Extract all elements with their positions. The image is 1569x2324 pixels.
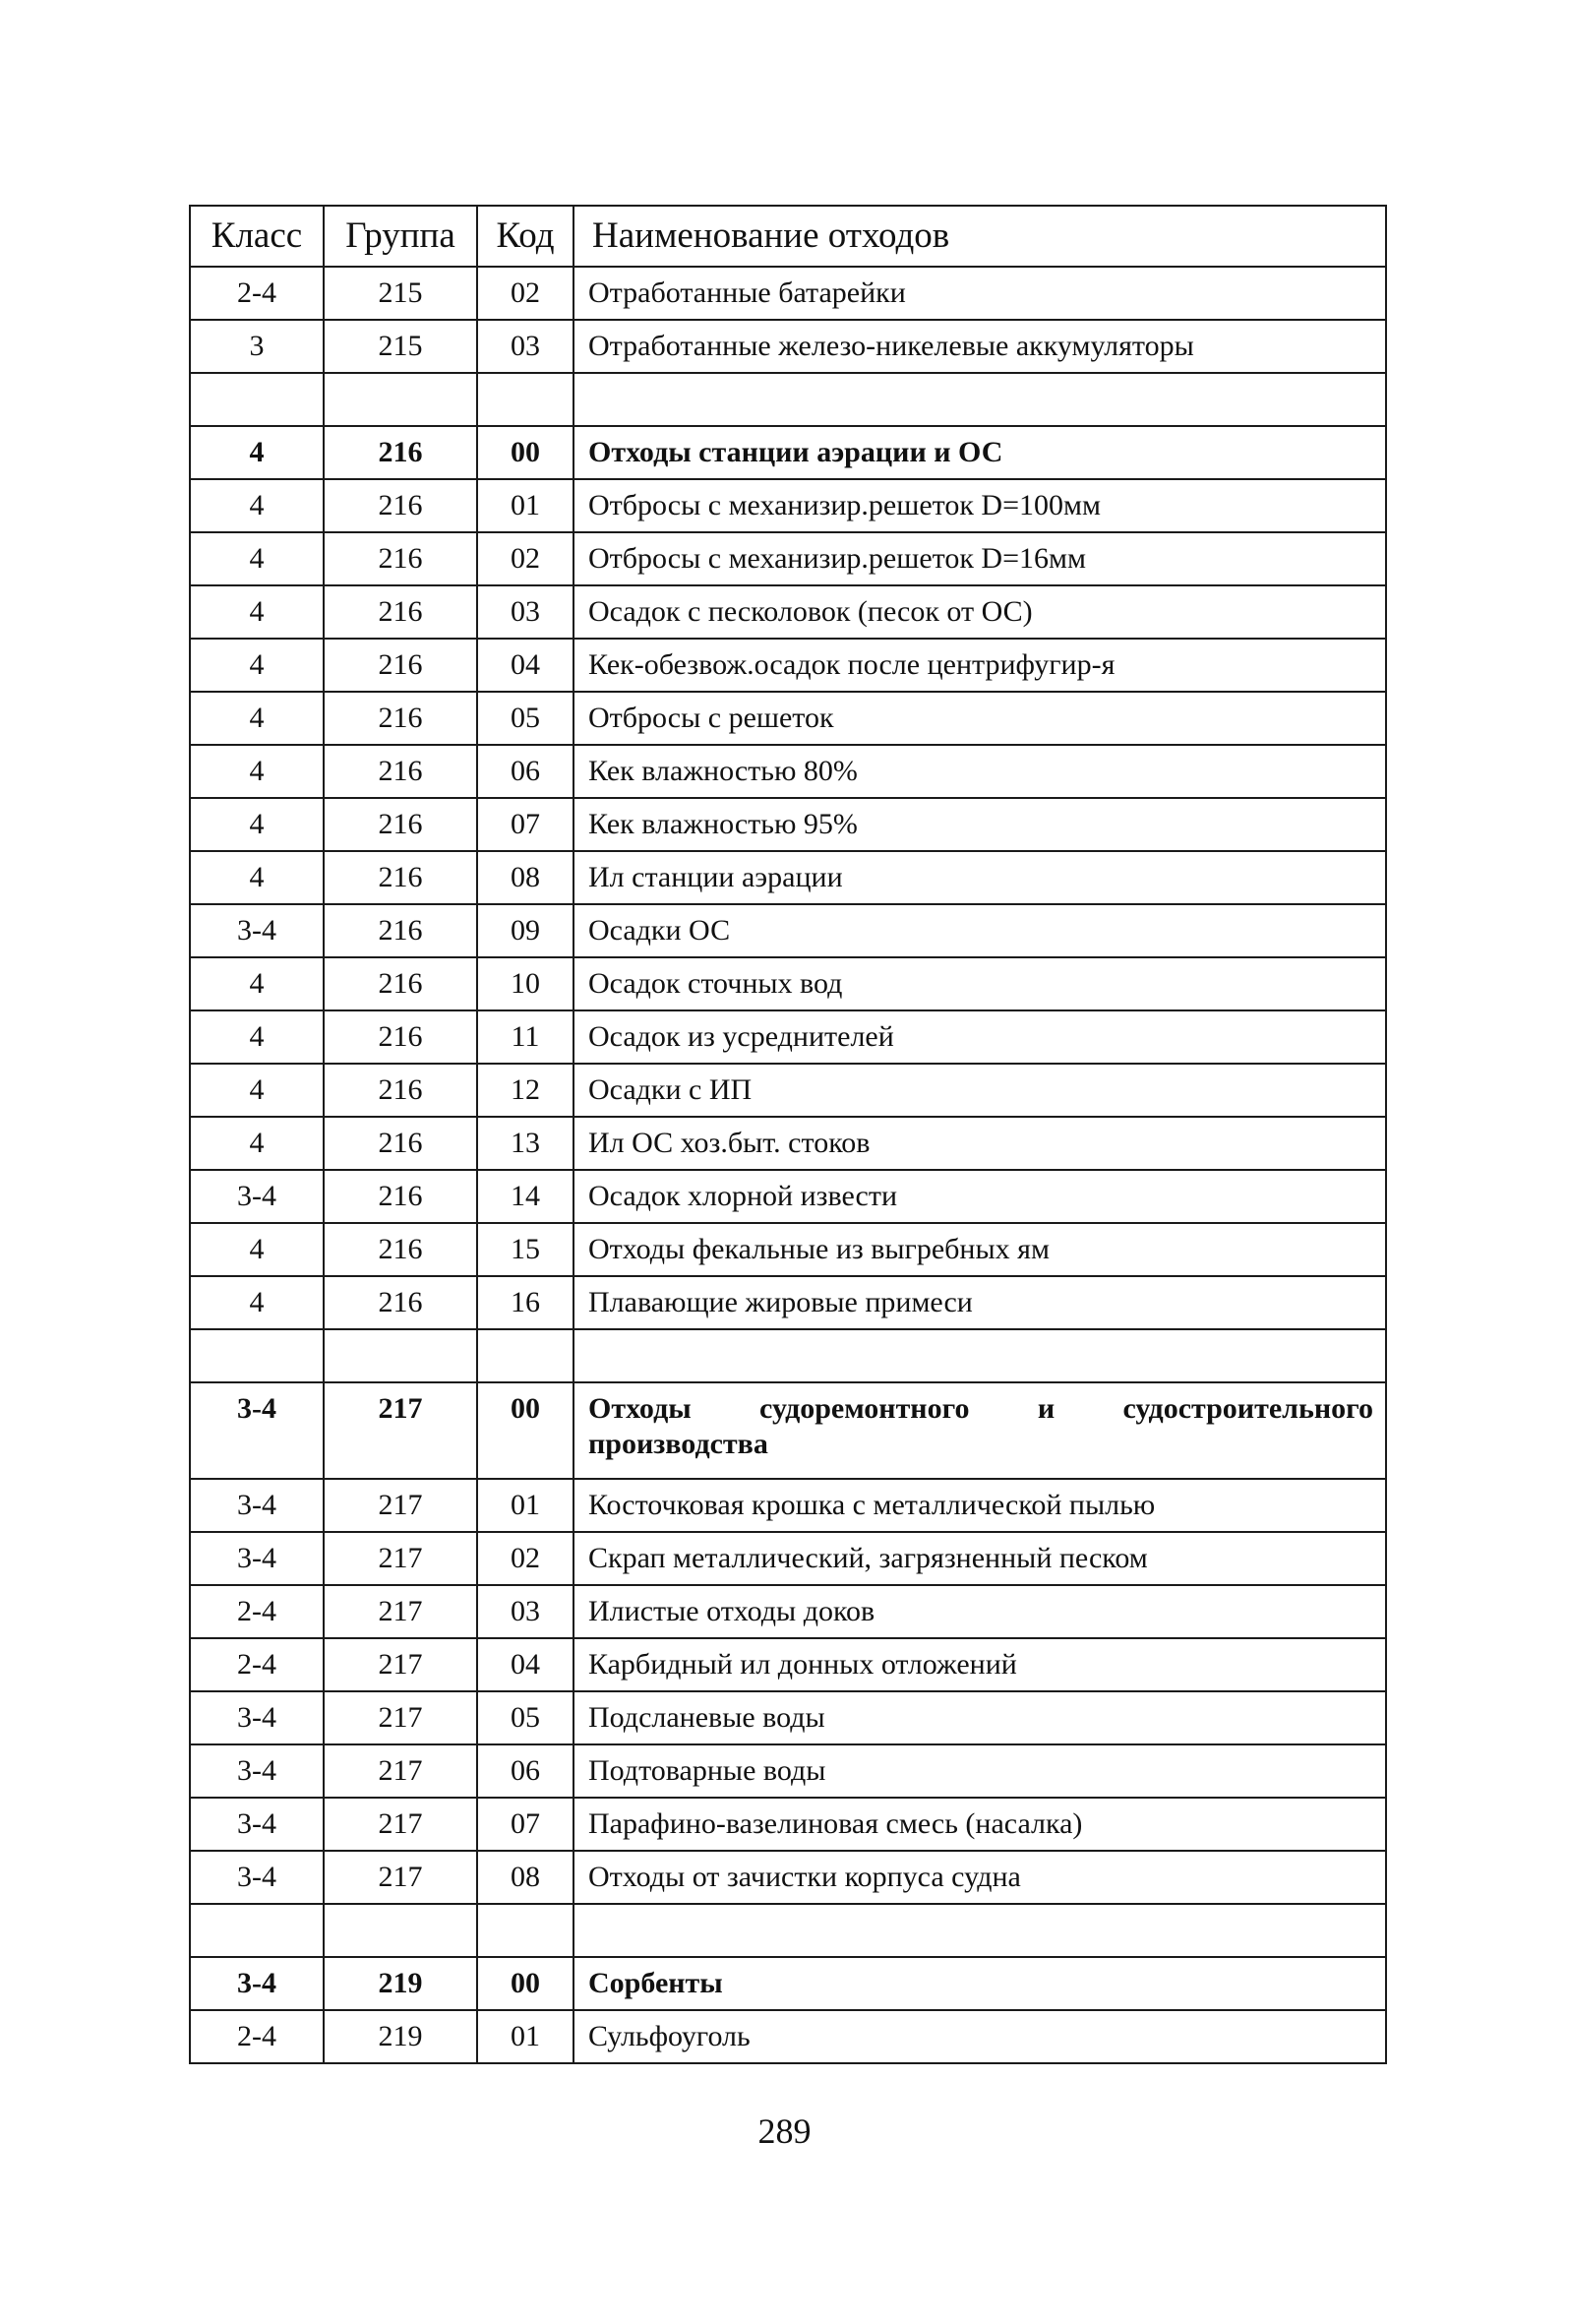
- cell-klass: 3-4: [190, 1957, 324, 2010]
- table-row: [190, 1957, 1386, 2010]
- cell-gruppa: 216: [324, 426, 477, 479]
- cell-name: Осадок из усреднителей: [573, 1010, 1386, 1064]
- cell-name: Косточковая крошка с металлической пылью: [573, 1479, 1386, 1532]
- cell-kod: 03: [477, 320, 573, 373]
- table-row: [190, 957, 1386, 1010]
- table-row: [190, 1479, 1386, 1532]
- cell-klass: 2-4: [190, 1638, 324, 1691]
- cell-kod: 05: [477, 692, 573, 745]
- table-row: [190, 1064, 1386, 1117]
- cell-klass: 3-4: [190, 1532, 324, 1585]
- table-row: [190, 426, 1386, 479]
- cell-kod: 03: [477, 1585, 573, 1638]
- cell-gruppa: 217: [324, 1798, 477, 1851]
- cell-kod: 09: [477, 904, 573, 957]
- table-row: [190, 479, 1386, 532]
- cell-name: Осадок сточных вод: [573, 957, 1386, 1010]
- cell-klass: 4: [190, 692, 324, 745]
- page-number: 289: [757, 2111, 812, 2151]
- cell-gruppa: 217: [324, 1744, 477, 1798]
- cell-name: Отходы станции аэрации и ОС: [573, 426, 1386, 479]
- cell-kod: 06: [477, 1744, 573, 1798]
- cell-kod: 01: [477, 2010, 573, 2063]
- cell-name: Плавающие жировые примеси: [573, 1276, 1386, 1329]
- cell-kod: 07: [477, 798, 573, 851]
- cell-klass: 4: [190, 798, 324, 851]
- cell-name: Отходы фекальные из выгребных ям: [573, 1223, 1386, 1276]
- cell-gruppa: 217: [324, 1638, 477, 1691]
- cell-name: Осадки с ИП: [573, 1064, 1386, 1117]
- cell-name: Парафино-вазелиновая смесь (насалка): [573, 1798, 1386, 1851]
- table-row: [190, 745, 1386, 798]
- cell-klass: 4: [190, 1223, 324, 1276]
- empty-cell: [324, 1904, 477, 1957]
- table-spacer-row: [190, 1904, 1386, 1957]
- table-row: [190, 1223, 1386, 1276]
- empty-cell: [573, 1904, 1386, 1957]
- table-row: [190, 1170, 1386, 1223]
- cell-kod: 01: [477, 1479, 573, 1532]
- empty-cell: [477, 373, 573, 426]
- cell-kod: 10: [477, 957, 573, 1010]
- cell-gruppa: 217: [324, 1479, 477, 1532]
- cell-gruppa: 217: [324, 1691, 477, 1744]
- cell-gruppa: 216: [324, 1276, 477, 1329]
- cell-kod: 16: [477, 1276, 573, 1329]
- table-row: [190, 1798, 1386, 1851]
- cell-klass: 3-4: [190, 1691, 324, 1744]
- cell-name: Отработанные железо-никелевые аккумуляторы: [573, 320, 1386, 373]
- cell-gruppa: 215: [324, 320, 477, 373]
- cell-name: Осадок хлорной извести: [573, 1170, 1386, 1223]
- cell-klass: 3-4: [190, 1851, 324, 1904]
- empty-cell: [324, 373, 477, 426]
- cell-kod: 05: [477, 1691, 573, 1744]
- table-row: [190, 1851, 1386, 1904]
- cell-name: Отработанные батарейки: [573, 267, 1386, 320]
- empty-cell: [573, 1329, 1386, 1382]
- cell-gruppa: 216: [324, 1170, 477, 1223]
- cell-name: Отходы от зачистки корпуса судна: [573, 1851, 1386, 1904]
- cell-kod: 02: [477, 532, 573, 585]
- cell-kod: 08: [477, 851, 573, 904]
- table-row: [190, 1276, 1386, 1329]
- cell-gruppa: 216: [324, 479, 477, 532]
- cell-kod: 08: [477, 1851, 573, 1904]
- table-row: [190, 851, 1386, 904]
- cell-kod: 00: [477, 426, 573, 479]
- waste-classification-table: [189, 205, 1387, 2064]
- empty-cell: [190, 1329, 324, 1382]
- cell-gruppa: 216: [324, 532, 477, 585]
- cell-name: Ил станции аэрации: [573, 851, 1386, 904]
- cell-klass: 4: [190, 957, 324, 1010]
- table-row: [190, 532, 1386, 585]
- cell-gruppa: 217: [324, 1851, 477, 1904]
- table-spacer-row: [190, 373, 1386, 426]
- cell-gruppa: 216: [324, 1010, 477, 1064]
- cell-name: Скрап металлический, загрязненный песком: [573, 1532, 1386, 1585]
- cell-gruppa: 216: [324, 851, 477, 904]
- cell-kod: 14: [477, 1170, 573, 1223]
- cell-name: Осадки ОС: [573, 904, 1386, 957]
- cell-kod: 03: [477, 585, 573, 639]
- cell-name: Кек влажностью 80%: [573, 745, 1386, 798]
- cell-name: Отбросы с механизир.решеток D=16мм: [573, 532, 1386, 585]
- cell-klass: 4: [190, 532, 324, 585]
- cell-klass: 4: [190, 479, 324, 532]
- table-row: [190, 1117, 1386, 1170]
- cell-name: Отбросы с механизир.решеток D=100мм: [573, 479, 1386, 532]
- cell-klass: 3-4: [190, 1479, 324, 1532]
- empty-cell: [190, 1904, 324, 1957]
- cell-name: Отходы судоремонтного и судостроительного производства: [573, 1382, 1386, 1479]
- cell-gruppa: 216: [324, 639, 477, 692]
- cell-gruppa: 217: [324, 1532, 477, 1585]
- cell-klass: 4: [190, 851, 324, 904]
- table-row: [190, 904, 1386, 957]
- table-row: [190, 1010, 1386, 1064]
- empty-cell: [477, 1329, 573, 1382]
- cell-kod: 15: [477, 1223, 573, 1276]
- cell-kod: 00: [477, 1957, 573, 2010]
- cell-klass: 2-4: [190, 267, 324, 320]
- cell-gruppa: 216: [324, 957, 477, 1010]
- cell-klass: 3: [190, 320, 324, 373]
- cell-kod: 04: [477, 639, 573, 692]
- cell-name: Подтоварные воды: [573, 1744, 1386, 1798]
- cell-name: Отбросы с решеток: [573, 692, 1386, 745]
- cell-name: Илистые отходы доков: [573, 1585, 1386, 1638]
- cell-kod: 02: [477, 267, 573, 320]
- cell-klass: 3-4: [190, 1744, 324, 1798]
- cell-kod: 11: [477, 1010, 573, 1064]
- cell-gruppa: 215: [324, 267, 477, 320]
- table-row: [190, 798, 1386, 851]
- cell-klass: 4: [190, 639, 324, 692]
- cell-klass: 4: [190, 1064, 324, 1117]
- cell-kod: 01: [477, 479, 573, 532]
- cell-kod: 07: [477, 1798, 573, 1851]
- cell-name: Осадок с песколовок (песок от ОС): [573, 585, 1386, 639]
- cell-klass: 2-4: [190, 2010, 324, 2063]
- table-row: [190, 1532, 1386, 1585]
- header-naimenovanie: Наименование отходов: [573, 206, 1386, 267]
- table-spacer-row: [190, 1329, 1386, 1382]
- cell-klass: 3-4: [190, 1382, 324, 1479]
- cell-name: Сульфоуголь: [573, 2010, 1386, 2063]
- cell-kod: 02: [477, 1532, 573, 1585]
- table-row: [190, 1744, 1386, 1798]
- cell-kod: 04: [477, 1638, 573, 1691]
- cell-klass: 4: [190, 1010, 324, 1064]
- table-row: [190, 2010, 1386, 2063]
- cell-gruppa: 216: [324, 1064, 477, 1117]
- cell-klass: 4: [190, 1117, 324, 1170]
- cell-klass: 4: [190, 1276, 324, 1329]
- cell-gruppa: 219: [324, 1957, 477, 2010]
- table-row: [190, 1691, 1386, 1744]
- cell-klass: 2-4: [190, 1585, 324, 1638]
- cell-kod: 13: [477, 1117, 573, 1170]
- table-row: [190, 1382, 1386, 1479]
- cell-gruppa: 219: [324, 2010, 477, 2063]
- table-header-row: [190, 206, 1386, 267]
- table-row: [190, 692, 1386, 745]
- cell-gruppa: 216: [324, 1117, 477, 1170]
- cell-kod: 00: [477, 1382, 573, 1479]
- cell-gruppa: 216: [324, 585, 477, 639]
- cell-klass: 3-4: [190, 1798, 324, 1851]
- cell-gruppa: 216: [324, 745, 477, 798]
- table-row: [190, 639, 1386, 692]
- empty-cell: [324, 1329, 477, 1382]
- cell-gruppa: 216: [324, 798, 477, 851]
- cell-klass: 3-4: [190, 904, 324, 957]
- cell-kod: 06: [477, 745, 573, 798]
- cell-klass: 4: [190, 585, 324, 639]
- empty-cell: [190, 373, 324, 426]
- empty-cell: [573, 373, 1386, 426]
- header-gruppa: Группа: [324, 206, 477, 267]
- cell-kod: 12: [477, 1064, 573, 1117]
- cell-name: Сорбенты: [573, 1957, 1386, 2010]
- header-kod: Код: [477, 206, 573, 267]
- cell-gruppa: 217: [324, 1382, 477, 1479]
- cell-name: Ил ОС хоз.быт. стоков: [573, 1117, 1386, 1170]
- cell-gruppa: 217: [324, 1585, 477, 1638]
- cell-gruppa: 216: [324, 904, 477, 957]
- cell-name: Подсланевые воды: [573, 1691, 1386, 1744]
- cell-klass: 4: [190, 745, 324, 798]
- table-row: [190, 267, 1386, 320]
- cell-gruppa: 216: [324, 1223, 477, 1276]
- table-body: [190, 267, 1386, 2063]
- cell-klass: 4: [190, 426, 324, 479]
- cell-name: Кек-обезвож.осадок после центрифугир-я: [573, 639, 1386, 692]
- table-row: [190, 1638, 1386, 1691]
- cell-gruppa: 216: [324, 692, 477, 745]
- cell-name: Карбидный ил донных отложений: [573, 1638, 1386, 1691]
- header-klass: Класс: [190, 206, 324, 267]
- table-row: [190, 320, 1386, 373]
- cell-name: Кек влажностью 95%: [573, 798, 1386, 851]
- cell-klass: 3-4: [190, 1170, 324, 1223]
- empty-cell: [477, 1904, 573, 1957]
- table-row: [190, 1585, 1386, 1638]
- table-row: [190, 585, 1386, 639]
